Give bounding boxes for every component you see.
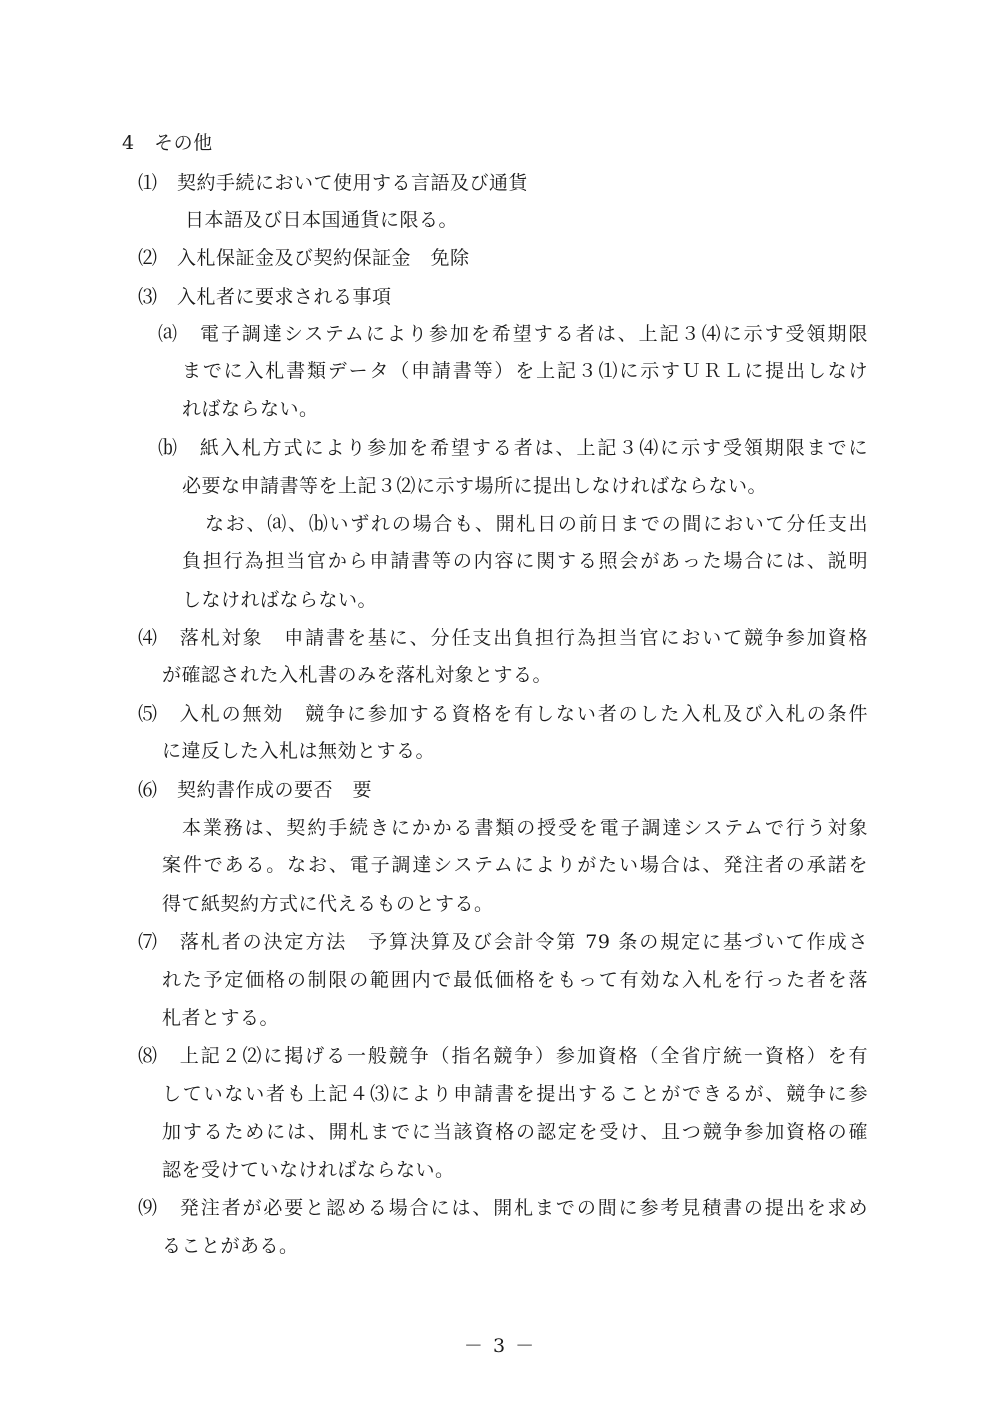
item-6-body-line-2: 案件である。なお、電子調達システムによりがたい場合は、発注者の承諾を <box>162 854 868 876</box>
item-2-title: ⑵ 入札保証金及び契約保証金 免除 <box>138 247 470 269</box>
item-8-line-1: ⑻ 上記２⑵に掲げる一般競争（指名競争）参加資格（全省庁統一資格）を有 <box>138 1045 868 1067</box>
item-1-title: ⑴ 契約手続において使用する言語及び通貨 <box>138 172 529 194</box>
item-3-b-line-2: 必要な申請書等を上記３⑵に示す場所に提出しなければならない。 <box>182 475 768 497</box>
item-7-line-1: ⑺ 落札者の決定方法 予算決算及び会計令第 79 条の規定に基づいて作成さ <box>138 931 868 953</box>
page-number: － 3 － <box>463 1335 537 1357</box>
item-3-a-line-3: ればならない。 <box>182 398 319 420</box>
item-4-line-2: が確認された入札書のみを落札対象とする。 <box>162 664 553 686</box>
item-7-line-3: 札者とする。 <box>162 1007 280 1029</box>
item-5-line-1: ⑸ 入札の無効 競争に参加する資格を有しない者のした入札及び入札の条件 <box>138 703 868 725</box>
item-6-body-line-3: 得て紙契約方式に代えるものとする。 <box>162 893 494 915</box>
item-6-title: ⑹ 契約書作成の要否 要 <box>138 779 373 801</box>
item-5-line-2: に違反した入札は無効とする。 <box>162 740 436 762</box>
item-3-title: ⑶ 入札者に要求される事項 <box>138 286 392 308</box>
item-4-line-1: ⑷ 落札対象 申請書を基に、分任支出負担行為担当官において競争参加資格 <box>138 627 868 649</box>
item-9-line-1: ⑼ 発注者が必要と認める場合には、開札までの間に参考見積書の提出を求め <box>138 1197 868 1219</box>
item-3-a-line-2: までに入札書類データ（申請書等）を上記３⑴に示すＵＲＬに提出しなけ <box>182 360 868 382</box>
item-3-a-line-1: ⒜ 電子調達システムにより参加を希望する者は、上記３⑷に示す受領期限 <box>158 323 868 345</box>
section-heading: 4 その他 <box>122 132 213 154</box>
item-9-line-2: ることがある。 <box>162 1235 299 1257</box>
item-3-note-line-3: しなければならない。 <box>182 589 378 611</box>
item-6-body-line-1: 本業務は、契約手続きにかかる書類の授受を電子調達システムで行う対象 <box>182 817 868 839</box>
item-7-line-2: れた予定価格の制限の範囲内で最低価格をもって有効な入札を行った者を落 <box>162 969 868 991</box>
item-8-line-3: 加するためには、開札までに当該資格の認定を受け、且つ競争参加資格の確 <box>162 1121 868 1143</box>
item-8-line-4: 認を受けていなければならない。 <box>162 1159 455 1181</box>
item-3-note-line-1: なお、⒜、⒝いずれの場合も、開札日の前日までの間において分任支出 <box>205 513 868 535</box>
item-8-line-2: していない者も上記４⑶により申請書を提出することができるが、競争に参 <box>162 1083 868 1105</box>
item-3-b-line-1: ⒝ 紙入札方式により参加を希望する者は、上記３⑷に示す受領期限までに <box>158 437 868 459</box>
item-1-body: 日本語及び日本国通貨に限る。 <box>185 209 459 231</box>
item-3-note-line-2: 負担行為担当官から申請書等の内容に関する照会があった場合には、説明 <box>182 550 868 572</box>
